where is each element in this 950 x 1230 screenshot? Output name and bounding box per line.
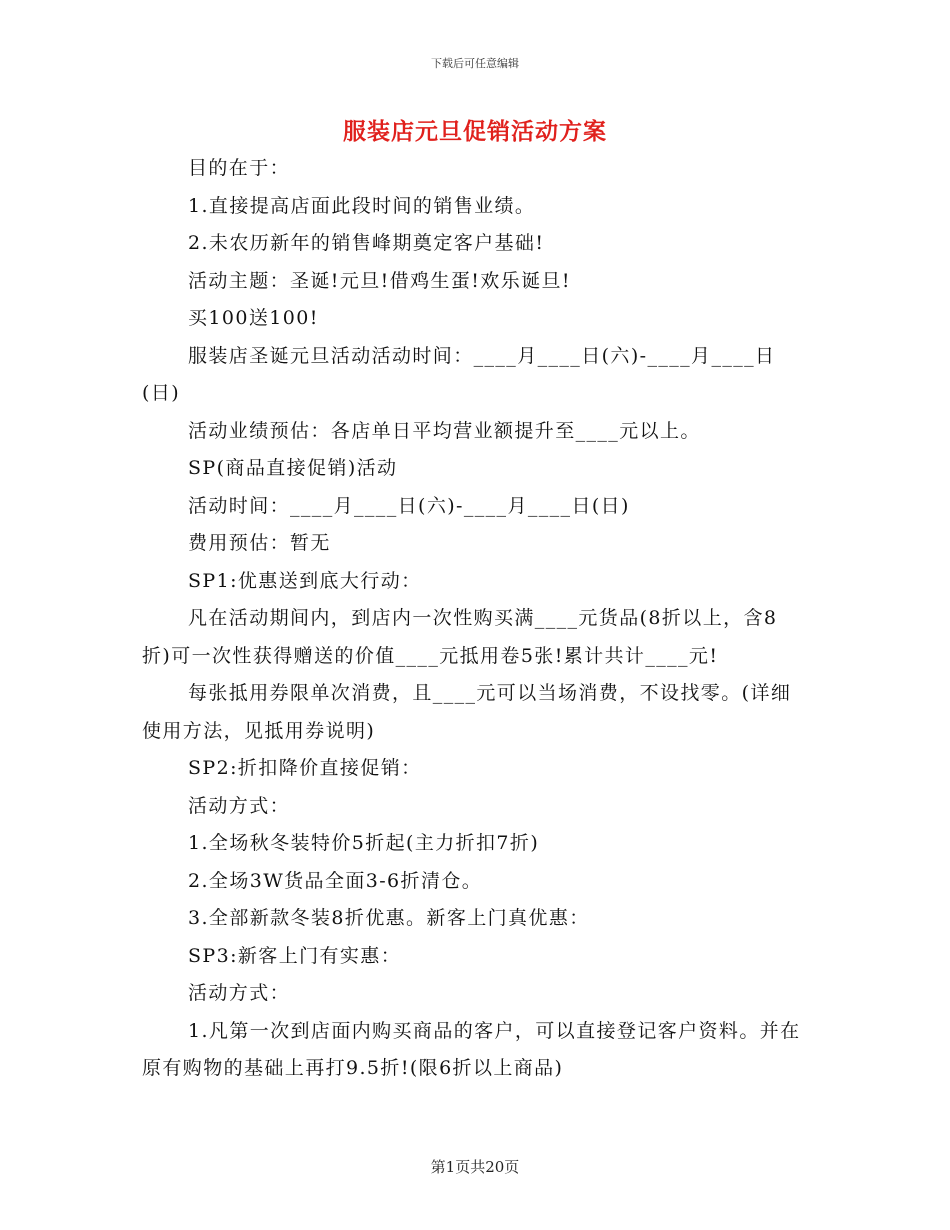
paragraph: 每张抵用券限单次消费，且____元可以当场消费，不设找零。(详细使用方法，见抵用券说明) [142, 682, 792, 742]
document-body [142, 150, 806, 1088]
page-number-footer: 第1页共20页 [430, 1158, 520, 1176]
paragraph: 1.全场秋冬装特价5折起(主力折扣7折) [188, 832, 540, 854]
paragraph: SP1:优惠送到底大行动： [188, 569, 422, 592]
paragraph: 目的在于： [188, 157, 291, 179]
paragraph: 活动主题：圣诞!元旦!借鸡生蛋!欢乐诞旦! [188, 269, 571, 292]
paragraph: 服装店圣诞元旦活动活动时间：____月____日(六)-____月____日(日) [142, 344, 776, 404]
paragraph: 费用预估：暂无 [188, 532, 331, 554]
page-header-note: 下载后可任意编辑 [431, 57, 519, 70]
paragraph: 活动时间：____月____日(六)-____月____日(日) [188, 494, 630, 517]
paragraph: SP(商品直接促销)活动 [188, 457, 398, 479]
paragraph: 3.全部新款冬装8折优惠。新客上门真优惠： [188, 907, 590, 929]
paragraph: 凡在活动期间内，到店内一次性购买满____元货品(8折以上，含8折)可一次性获得赠送的价值____元抵用卷5张!累计共计____元! [142, 607, 778, 667]
paragraph: 1.凡第一次到店面内购买商品的客户，可以直接登记客户资料。并在原有购物的基础上再打9.5折!(限6折以上商品) [142, 1019, 801, 1079]
paragraph: SP2:折扣降价直接促销： [188, 757, 422, 779]
paragraph: 2.全场3W货品全面3-6折清仓。 [188, 869, 483, 892]
paragraph: 活动方式： [188, 982, 291, 1004]
paragraph: 2.未农历新年的销售峰期奠定客户基础! [188, 232, 545, 254]
document-title: 服装店元旦促销活动方案 [343, 118, 607, 145]
paragraph: 活动业绩预估：各店单日平均营业额提升至____元以上。 [188, 419, 701, 442]
paragraph: SP3:新客上门有实惠： [188, 944, 402, 967]
paragraph: 买100送100! [188, 307, 319, 329]
paragraph: 1.直接提高店面此段时间的销售业绩。 [188, 194, 536, 217]
paragraph: 活动方式： [188, 794, 291, 817]
